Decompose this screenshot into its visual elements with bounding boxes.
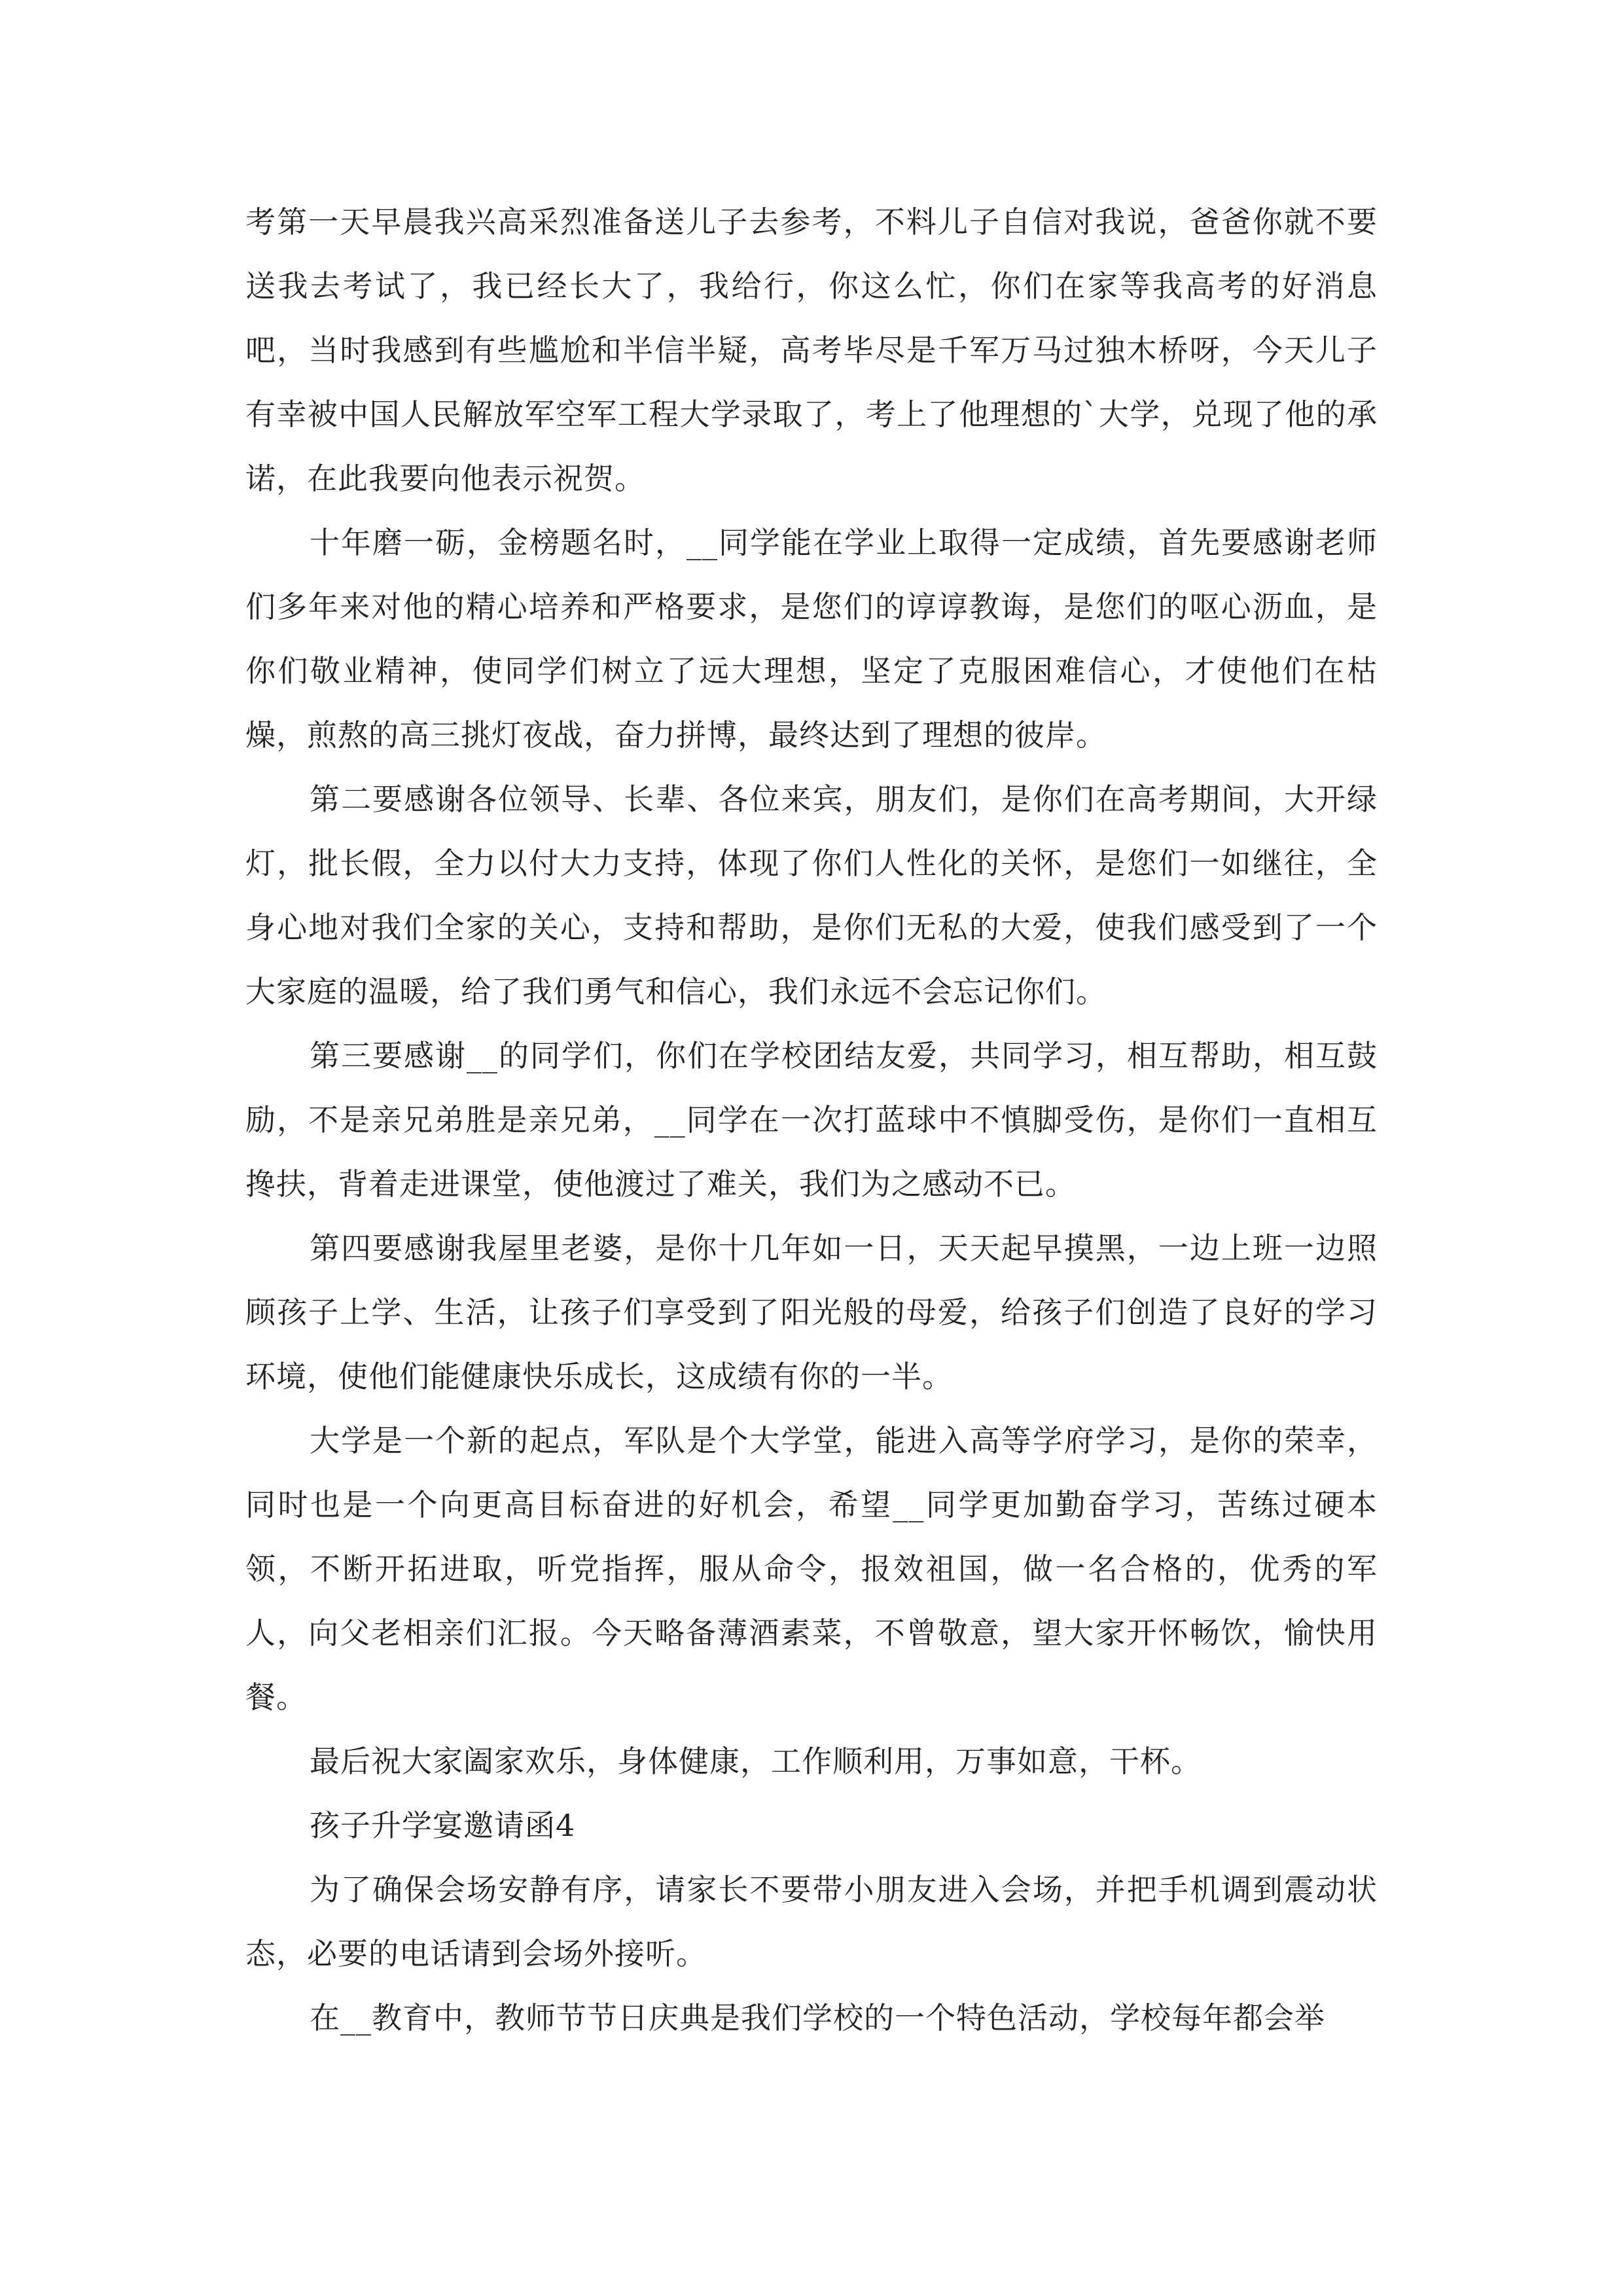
paragraph: 最后祝大家阖家欢乐，身体健康，工作顺利用，万事如意，干杯。 <box>310 1744 1202 1779</box>
document-page <box>245 190 1378 2050</box>
paragraph: 大学是一个新的起点，军队是个大学堂，能进入高等学府学习，是你的荣幸，同时也是一个向更高目标奋进的好机会，希望__同学更加勤奋学习，苦练过硬本领，不断开拓进取，听党指挥，服从命令，报效祖国，做一名合格的，优秀的军人，向父老相亲们汇报。今天略备薄酒素菜，不曾敬意，望大家开怀畅饮，愉快用餐。 <box>245 1423 1378 1715</box>
paragraph: 十年磨一砺，金榜题名时，__同学能在学业上取得一定成绩，首先要感谢老师们多年来对他的精心培养和严格要求，是您们的谆谆教诲，是您们的呕心沥血，是你们敬业精神，使同学们树立了远大理想，坚定了克服困难信心，才使他们在枯燥，煎熬的高三挑灯夜战，奋力拼博，最终达到了理想的彼岸。 <box>245 525 1378 753</box>
paragraph: 为了确保会场安静有序，请家长不要带小朋友进入会场，并把手机调到震动状态，必要的电话请到会场外接听。 <box>245 1872 1378 1971</box>
section-heading: 孩子升学宴邀请函4 <box>310 1808 576 1843</box>
paragraph: 第二要感谢各位领导、长辈、各位来宾，朋友们，是你们在高考期间，大开绿灯，批长假，全力以付大力支持，体现了你们人性化的关怀，是您们一如继往，全身心地对我们全家的关心，支持和帮助，是你们无私的大爱，使我们感受到了一个大家庭的温暖，给了我们勇气和信心，我们永远不会忘记你们。 <box>245 781 1378 1009</box>
paragraph: 第三要感谢__的同学们，你们在学校团结友爱，共同学习，相互帮助，相互鼓励，不是亲兄弟胜是亲兄弟，__同学在一次打蓝球中不慎脚受伤，是你们一直相互搀扶，背着走进课堂，使他渡过了难关，我们为之感动不已。 <box>245 1038 1378 1202</box>
paragraph: 考第一天早晨我兴高采烈准备送儿子去参考，不料儿子自信对我说，爸爸你就不要送我去考试了，我已经长大了，我给行，你这么忙，你们在家等我高考的好消息吧，当时我感到有些尴尬和半信半疑，高考毕尽是千军万马过独木桥呀，今天儿子有幸被中国人民解放军空军工程大学录取了，考上了他理想的`大学，兑现了他的承诺，在此我要向他表示祝贺。 <box>245 204 1378 496</box>
paragraph: 第四要感谢我屋里老婆，是你十几年如一日，天天起早摸黑，一边上班一边照顾孩子上学、生活，让孩子们享受到了阳光般的母爱，给孩子们创造了良好的学习环境，使他们能健康快乐成长，这成绩有你的一半。 <box>245 1230 1378 1394</box>
paragraph: 在__教育中，教师节节日庆典是我们学校的一个特色活动，学校每年都会举 <box>310 2000 1325 2036</box>
